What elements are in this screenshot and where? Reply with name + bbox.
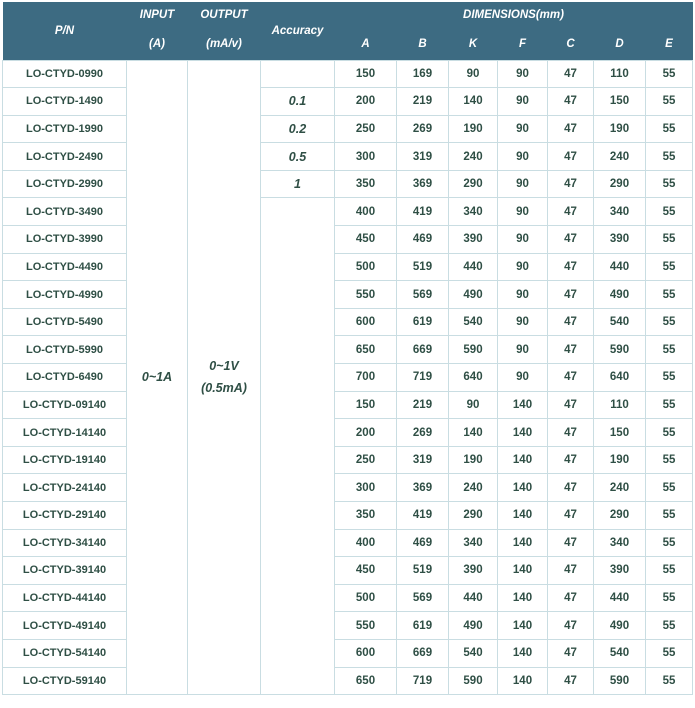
header-dim-k: K xyxy=(449,28,498,60)
dim-a-cell: 200 xyxy=(335,88,397,116)
part-number-cell: LO-CTYD-39140 xyxy=(3,557,127,585)
dim-b-cell: 469 xyxy=(397,226,449,254)
dim-b-cell: 719 xyxy=(397,667,449,695)
dim-e-cell: 55 xyxy=(646,88,693,116)
table-row xyxy=(3,143,693,171)
dim-f-cell: 90 xyxy=(498,143,548,171)
table-row xyxy=(3,308,693,336)
table-row xyxy=(3,115,693,143)
header-dim-a: A xyxy=(335,28,397,60)
dim-d-cell: 590 xyxy=(594,336,646,364)
dim-b-cell: 669 xyxy=(397,639,449,667)
part-number-cell: LO-CTYD-19140 xyxy=(3,446,127,474)
dim-e-cell: 55 xyxy=(646,639,693,667)
dim-d-cell: 390 xyxy=(594,226,646,254)
dim-b-cell: 619 xyxy=(397,612,449,640)
table-row xyxy=(3,281,693,309)
table-row xyxy=(3,198,693,226)
dim-e-cell: 55 xyxy=(646,446,693,474)
dim-c-cell: 47 xyxy=(548,253,594,281)
table-row xyxy=(3,474,693,502)
header-dim-b: B xyxy=(397,28,449,60)
header-dim-e: E xyxy=(646,28,693,60)
dim-f-cell: 140 xyxy=(498,502,548,530)
part-number-cell: LO-CTYD-0990 xyxy=(3,60,127,88)
table-row xyxy=(3,502,693,530)
part-number-cell: LO-CTYD-14140 xyxy=(3,419,127,447)
dim-f-cell: 90 xyxy=(498,364,548,392)
accuracy-cell: 0.2 xyxy=(261,115,335,143)
dim-d-cell: 340 xyxy=(594,198,646,226)
dim-f-cell: 90 xyxy=(498,253,548,281)
dim-k-cell: 340 xyxy=(449,529,498,557)
dim-b-cell: 369 xyxy=(397,474,449,502)
dim-e-cell: 55 xyxy=(646,336,693,364)
dim-c-cell: 47 xyxy=(548,557,594,585)
part-number-cell: LO-CTYD-24140 xyxy=(3,474,127,502)
dim-k-cell: 490 xyxy=(449,612,498,640)
dim-f-cell: 140 xyxy=(498,584,548,612)
dim-c-cell: 47 xyxy=(548,639,594,667)
dim-a-cell: 650 xyxy=(335,336,397,364)
part-number-cell: LO-CTYD-34140 xyxy=(3,529,127,557)
part-number-cell: LO-CTYD-5990 xyxy=(3,336,127,364)
dim-a-cell: 150 xyxy=(335,60,397,88)
dim-e-cell: 55 xyxy=(646,419,693,447)
accuracy-cell xyxy=(261,60,335,88)
dim-d-cell: 540 xyxy=(594,308,646,336)
table-row xyxy=(3,60,693,88)
table-header xyxy=(3,2,693,60)
dim-a-cell: 150 xyxy=(335,391,397,419)
dim-k-cell: 240 xyxy=(449,143,498,171)
dim-f-cell: 140 xyxy=(498,667,548,695)
dim-c-cell: 47 xyxy=(548,364,594,392)
dim-e-cell: 55 xyxy=(646,115,693,143)
accuracy-cell: 0.1 xyxy=(261,88,335,116)
part-number-cell: LO-CTYD-2490 xyxy=(3,143,127,171)
dim-e-cell: 55 xyxy=(646,281,693,309)
dim-e-cell: 55 xyxy=(646,253,693,281)
dim-a-cell: 400 xyxy=(335,198,397,226)
dim-f-cell: 140 xyxy=(498,612,548,640)
dim-d-cell: 290 xyxy=(594,170,646,198)
dim-f-cell: 140 xyxy=(498,474,548,502)
dim-e-cell: 55 xyxy=(646,391,693,419)
dim-c-cell: 47 xyxy=(548,612,594,640)
dim-d-cell: 110 xyxy=(594,60,646,88)
dim-a-cell: 500 xyxy=(335,584,397,612)
dim-d-cell: 490 xyxy=(594,281,646,309)
dim-b-cell: 219 xyxy=(397,391,449,419)
table-row xyxy=(3,419,693,447)
dim-c-cell: 47 xyxy=(548,391,594,419)
accuracy-cell: 1 xyxy=(261,170,335,198)
part-number-cell: LO-CTYD-2990 xyxy=(3,170,127,198)
table-row xyxy=(3,364,693,392)
dim-f-cell: 90 xyxy=(498,60,548,88)
dim-k-cell: 190 xyxy=(449,115,498,143)
header-input-title-text: INPUT xyxy=(139,9,175,21)
dim-k-cell: 140 xyxy=(449,419,498,447)
part-number-cell: LO-CTYD-49140 xyxy=(3,612,127,640)
dim-f-cell: 140 xyxy=(498,446,548,474)
dim-c-cell: 47 xyxy=(548,529,594,557)
dim-e-cell: 55 xyxy=(646,584,693,612)
dim-d-cell: 150 xyxy=(594,419,646,447)
dim-b-cell: 319 xyxy=(397,446,449,474)
dim-c-cell: 47 xyxy=(548,446,594,474)
output-range-cell xyxy=(188,60,261,695)
part-number-cell: LO-CTYD-6490 xyxy=(3,364,127,392)
dim-d-cell: 390 xyxy=(594,557,646,585)
dim-b-cell: 369 xyxy=(397,170,449,198)
dim-d-cell: 640 xyxy=(594,364,646,392)
dim-d-cell: 110 xyxy=(594,391,646,419)
dim-c-cell: 47 xyxy=(548,226,594,254)
dim-c-cell: 47 xyxy=(548,667,594,695)
dim-a-cell: 250 xyxy=(335,115,397,143)
dim-b-cell: 519 xyxy=(397,253,449,281)
header-dim-d: D xyxy=(594,28,646,60)
dim-d-cell: 190 xyxy=(594,446,646,474)
dim-b-cell: 319 xyxy=(397,143,449,171)
header-output-title-text: OUTPUT xyxy=(200,9,248,21)
dim-e-cell: 55 xyxy=(646,308,693,336)
table-row xyxy=(3,529,693,557)
dim-c-cell: 47 xyxy=(548,88,594,116)
dim-a-cell: 350 xyxy=(335,502,397,530)
dim-k-cell: 590 xyxy=(449,667,498,695)
dim-e-cell: 55 xyxy=(646,612,693,640)
header-input-unit: (A) xyxy=(127,28,188,60)
dim-d-cell: 290 xyxy=(594,502,646,530)
dim-c-cell: 47 xyxy=(548,60,594,88)
dim-d-cell: 340 xyxy=(594,529,646,557)
dim-k-cell: 490 xyxy=(449,281,498,309)
dim-f-cell: 140 xyxy=(498,639,548,667)
dim-f-cell: 140 xyxy=(498,557,548,585)
output-range-value: 0~1V xyxy=(209,359,239,374)
part-number-cell: LO-CTYD-5490 xyxy=(3,308,127,336)
header-dimensions: DIMENSIONS(mm) xyxy=(335,2,693,28)
header-output-unit: (mA/v) xyxy=(188,28,261,60)
part-number-cell: LO-CTYD-1990 xyxy=(3,115,127,143)
dim-b-cell: 269 xyxy=(397,419,449,447)
dim-e-cell: 55 xyxy=(646,198,693,226)
dim-k-cell: 290 xyxy=(449,170,498,198)
dim-a-cell: 250 xyxy=(335,446,397,474)
table-row xyxy=(3,446,693,474)
dim-a-cell: 700 xyxy=(335,364,397,392)
dim-d-cell: 240 xyxy=(594,474,646,502)
dim-c-cell: 47 xyxy=(548,308,594,336)
dim-d-cell: 490 xyxy=(594,612,646,640)
dim-b-cell: 469 xyxy=(397,529,449,557)
dim-b-cell: 719 xyxy=(397,364,449,392)
dim-a-cell: 300 xyxy=(335,474,397,502)
dim-a-cell: 200 xyxy=(335,419,397,447)
dim-a-cell: 550 xyxy=(335,612,397,640)
dim-k-cell: 440 xyxy=(449,253,498,281)
header-dim-f: F xyxy=(498,28,548,60)
dim-a-cell: 550 xyxy=(335,281,397,309)
spec-table xyxy=(2,2,693,695)
dim-d-cell: 440 xyxy=(594,584,646,612)
table-row xyxy=(3,612,693,640)
output-range-current: (0.5mA) xyxy=(201,381,247,396)
dim-e-cell: 55 xyxy=(646,557,693,585)
dim-e-cell: 55 xyxy=(646,667,693,695)
dim-b-cell: 419 xyxy=(397,198,449,226)
dim-d-cell: 150 xyxy=(594,88,646,116)
dim-e-cell: 55 xyxy=(646,143,693,171)
input-range-cell: 0~1A xyxy=(127,60,188,695)
header-output-title xyxy=(188,2,261,28)
dim-a-cell: 300 xyxy=(335,143,397,171)
dim-f-cell: 90 xyxy=(498,170,548,198)
dim-e-cell: 55 xyxy=(646,502,693,530)
table-row xyxy=(3,584,693,612)
dim-e-cell: 55 xyxy=(646,529,693,557)
dim-c-cell: 47 xyxy=(548,115,594,143)
table-row xyxy=(3,226,693,254)
dim-f-cell: 90 xyxy=(498,198,548,226)
dim-k-cell: 90 xyxy=(449,391,498,419)
part-number-cell: LO-CTYD-4490 xyxy=(3,253,127,281)
dim-b-cell: 669 xyxy=(397,336,449,364)
header-dim-c: C xyxy=(548,28,594,60)
dim-a-cell: 500 xyxy=(335,253,397,281)
dim-k-cell: 390 xyxy=(449,226,498,254)
part-number-cell: LO-CTYD-29140 xyxy=(3,502,127,530)
dim-f-cell: 90 xyxy=(498,281,548,309)
dim-f-cell: 140 xyxy=(498,391,548,419)
dim-d-cell: 240 xyxy=(594,143,646,171)
dim-f-cell: 140 xyxy=(498,529,548,557)
accuracy-cell-empty xyxy=(261,198,335,695)
dim-k-cell: 540 xyxy=(449,308,498,336)
table-row xyxy=(3,88,693,116)
dim-k-cell: 90 xyxy=(449,60,498,88)
dim-c-cell: 47 xyxy=(548,198,594,226)
dim-e-cell: 55 xyxy=(646,170,693,198)
header-accuracy: Accuracy xyxy=(261,2,335,60)
dim-d-cell: 590 xyxy=(594,667,646,695)
dim-a-cell: 350 xyxy=(335,170,397,198)
dim-k-cell: 640 xyxy=(449,364,498,392)
dim-k-cell: 340 xyxy=(449,198,498,226)
dim-k-cell: 290 xyxy=(449,502,498,530)
dim-f-cell: 90 xyxy=(498,88,548,116)
dim-b-cell: 569 xyxy=(397,584,449,612)
dim-c-cell: 47 xyxy=(548,336,594,364)
table-row xyxy=(3,170,693,198)
dim-b-cell: 169 xyxy=(397,60,449,88)
dim-b-cell: 419 xyxy=(397,502,449,530)
dim-b-cell: 519 xyxy=(397,557,449,585)
dim-a-cell: 450 xyxy=(335,226,397,254)
dim-c-cell: 47 xyxy=(548,474,594,502)
dim-k-cell: 190 xyxy=(449,446,498,474)
table-row xyxy=(3,667,693,695)
part-number-cell: LO-CTYD-09140 xyxy=(3,391,127,419)
dim-c-cell: 47 xyxy=(548,170,594,198)
table-body xyxy=(3,60,693,695)
dim-k-cell: 540 xyxy=(449,639,498,667)
part-number-cell: LO-CTYD-3490 xyxy=(3,198,127,226)
dim-a-cell: 600 xyxy=(335,308,397,336)
dim-a-cell: 650 xyxy=(335,667,397,695)
dim-f-cell: 90 xyxy=(498,115,548,143)
dim-d-cell: 440 xyxy=(594,253,646,281)
part-number-cell: LO-CTYD-59140 xyxy=(3,667,127,695)
table-row xyxy=(3,557,693,585)
dim-b-cell: 219 xyxy=(397,88,449,116)
dim-b-cell: 619 xyxy=(397,308,449,336)
dim-d-cell: 190 xyxy=(594,115,646,143)
dim-c-cell: 47 xyxy=(548,419,594,447)
dim-c-cell: 47 xyxy=(548,502,594,530)
dim-k-cell: 390 xyxy=(449,557,498,585)
header-pn: P/N xyxy=(3,2,127,60)
dim-d-cell: 540 xyxy=(594,639,646,667)
dim-a-cell: 600 xyxy=(335,639,397,667)
dim-b-cell: 269 xyxy=(397,115,449,143)
dim-e-cell: 55 xyxy=(646,364,693,392)
table-row xyxy=(3,336,693,364)
dim-f-cell: 90 xyxy=(498,308,548,336)
dim-k-cell: 440 xyxy=(449,584,498,612)
dim-b-cell: 569 xyxy=(397,281,449,309)
dim-f-cell: 90 xyxy=(498,336,548,364)
part-number-cell: LO-CTYD-4990 xyxy=(3,281,127,309)
dim-c-cell: 47 xyxy=(548,143,594,171)
dim-a-cell: 400 xyxy=(335,529,397,557)
dim-e-cell: 55 xyxy=(646,60,693,88)
header-input-title xyxy=(127,2,188,28)
dim-c-cell: 47 xyxy=(548,584,594,612)
dim-k-cell: 240 xyxy=(449,474,498,502)
dim-k-cell: 140 xyxy=(449,88,498,116)
table-row xyxy=(3,639,693,667)
part-number-cell: LO-CTYD-3990 xyxy=(3,226,127,254)
dim-e-cell: 55 xyxy=(646,226,693,254)
dim-c-cell: 47 xyxy=(548,281,594,309)
part-number-cell: LO-CTYD-44140 xyxy=(3,584,127,612)
dim-f-cell: 140 xyxy=(498,419,548,447)
dim-f-cell: 90 xyxy=(498,226,548,254)
dim-k-cell: 590 xyxy=(449,336,498,364)
part-number-cell: LO-CTYD-1490 xyxy=(3,88,127,116)
accuracy-cell: 0.5 xyxy=(261,143,335,171)
table-row xyxy=(3,253,693,281)
table-row xyxy=(3,391,693,419)
part-number-cell: LO-CTYD-54140 xyxy=(3,639,127,667)
dim-a-cell: 450 xyxy=(335,557,397,585)
dim-e-cell: 55 xyxy=(646,474,693,502)
